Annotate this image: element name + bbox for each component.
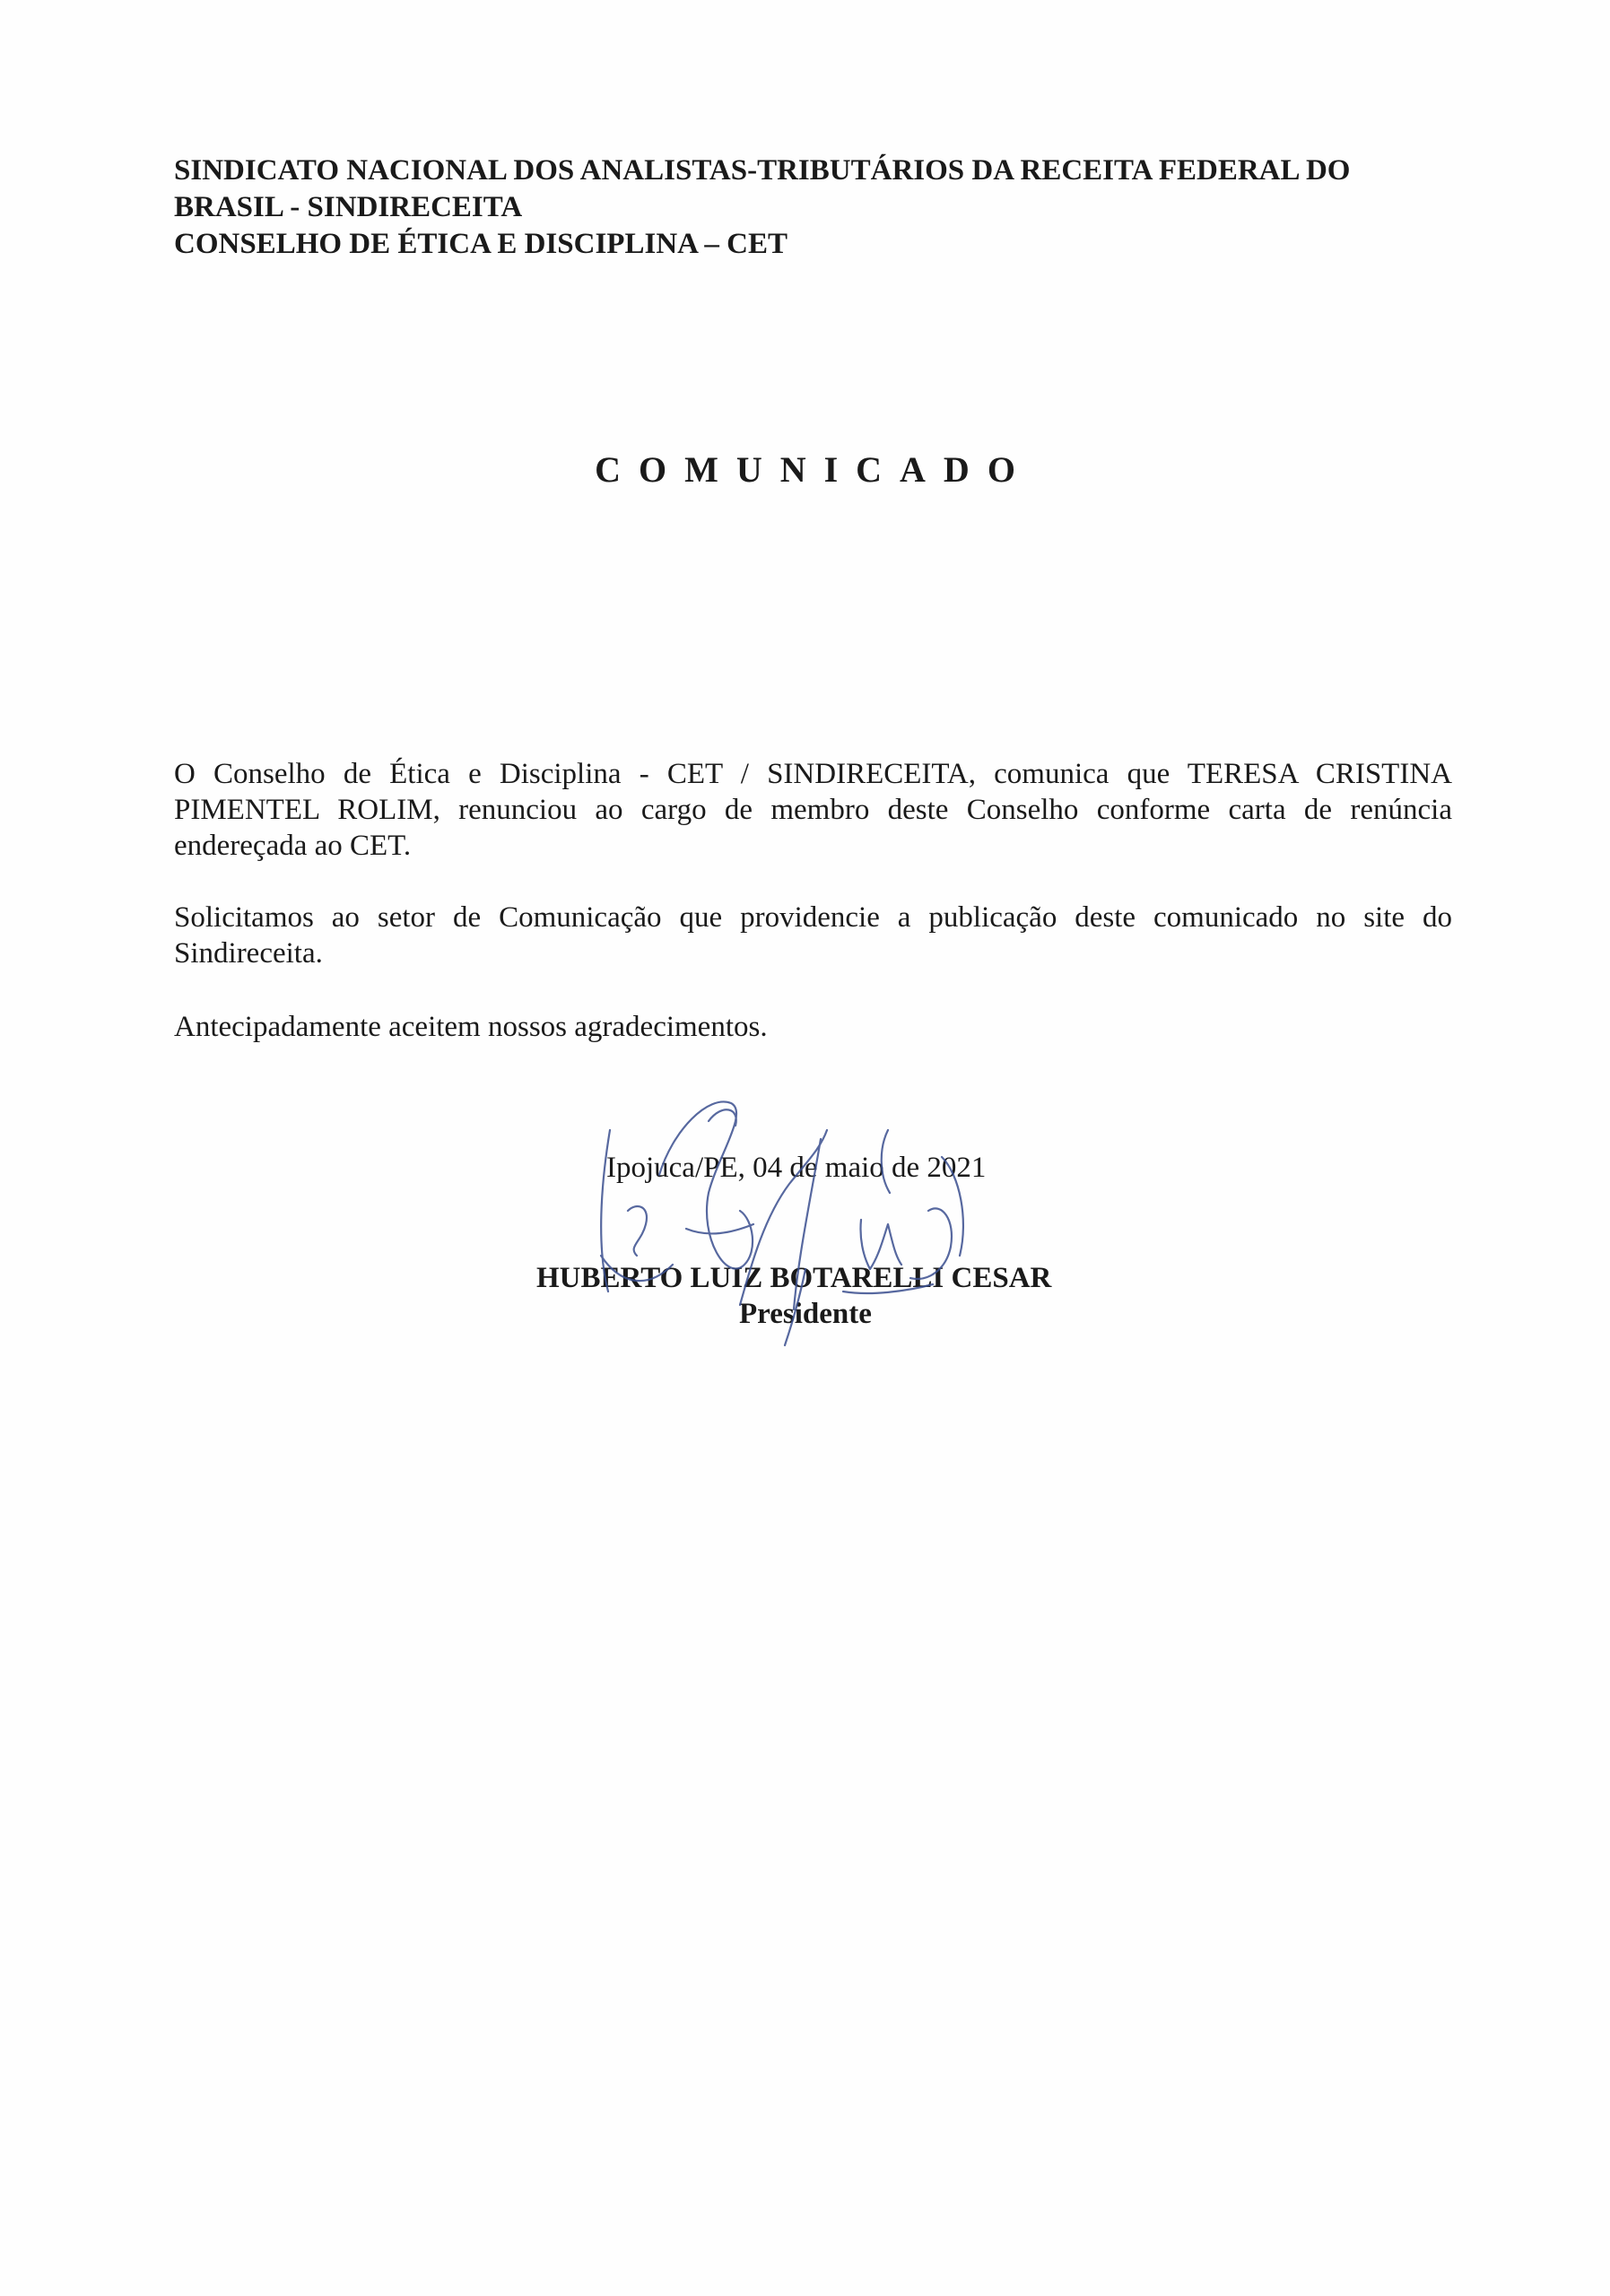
handwritten-signature — [574, 1076, 1058, 1399]
letterhead-line-1: SINDICATO NACIONAL DOS ANALISTAS-TRIBUTÁRIOS DA RECEITA FEDERAL DO — [174, 154, 1351, 187]
letterhead-line-3: CONSELHO DE ÉTICA E DISCIPLINA – CET — [174, 228, 788, 260]
signer-name: HUBERTO LUIZ BOTARELLI CESAR — [536, 1262, 1052, 1294]
paragraph-announcement: O Conselho de Ética e Disciplina - CET / SINDIRECEITA, comunica que TERESA CRISTINA PIMENTEL ROLIM, renunciou ao cargo de membro deste Conselho conforme carta de renúncia endereçada ao CET. — [174, 758, 1452, 862]
letterhead-line-2: BRASIL - SINDIRECEITA — [174, 191, 523, 223]
signature-block — [0, 1076, 1610, 1390]
place-date: Ipojuca/PE, 04 de maio de 2021 — [606, 1152, 987, 1184]
document-title: COMUNICADO — [595, 449, 1033, 490]
paragraph-request: Solicitamos ao setor de Comunicação que providencie a publicação deste comunicado no site do Sindireceita. — [174, 901, 1452, 970]
paragraph-thanks: Antecipadamente aceitem nossos agradecimentos. — [174, 1011, 768, 1043]
signer-role: Presidente — [739, 1298, 872, 1330]
letterhead — [174, 152, 1466, 263]
